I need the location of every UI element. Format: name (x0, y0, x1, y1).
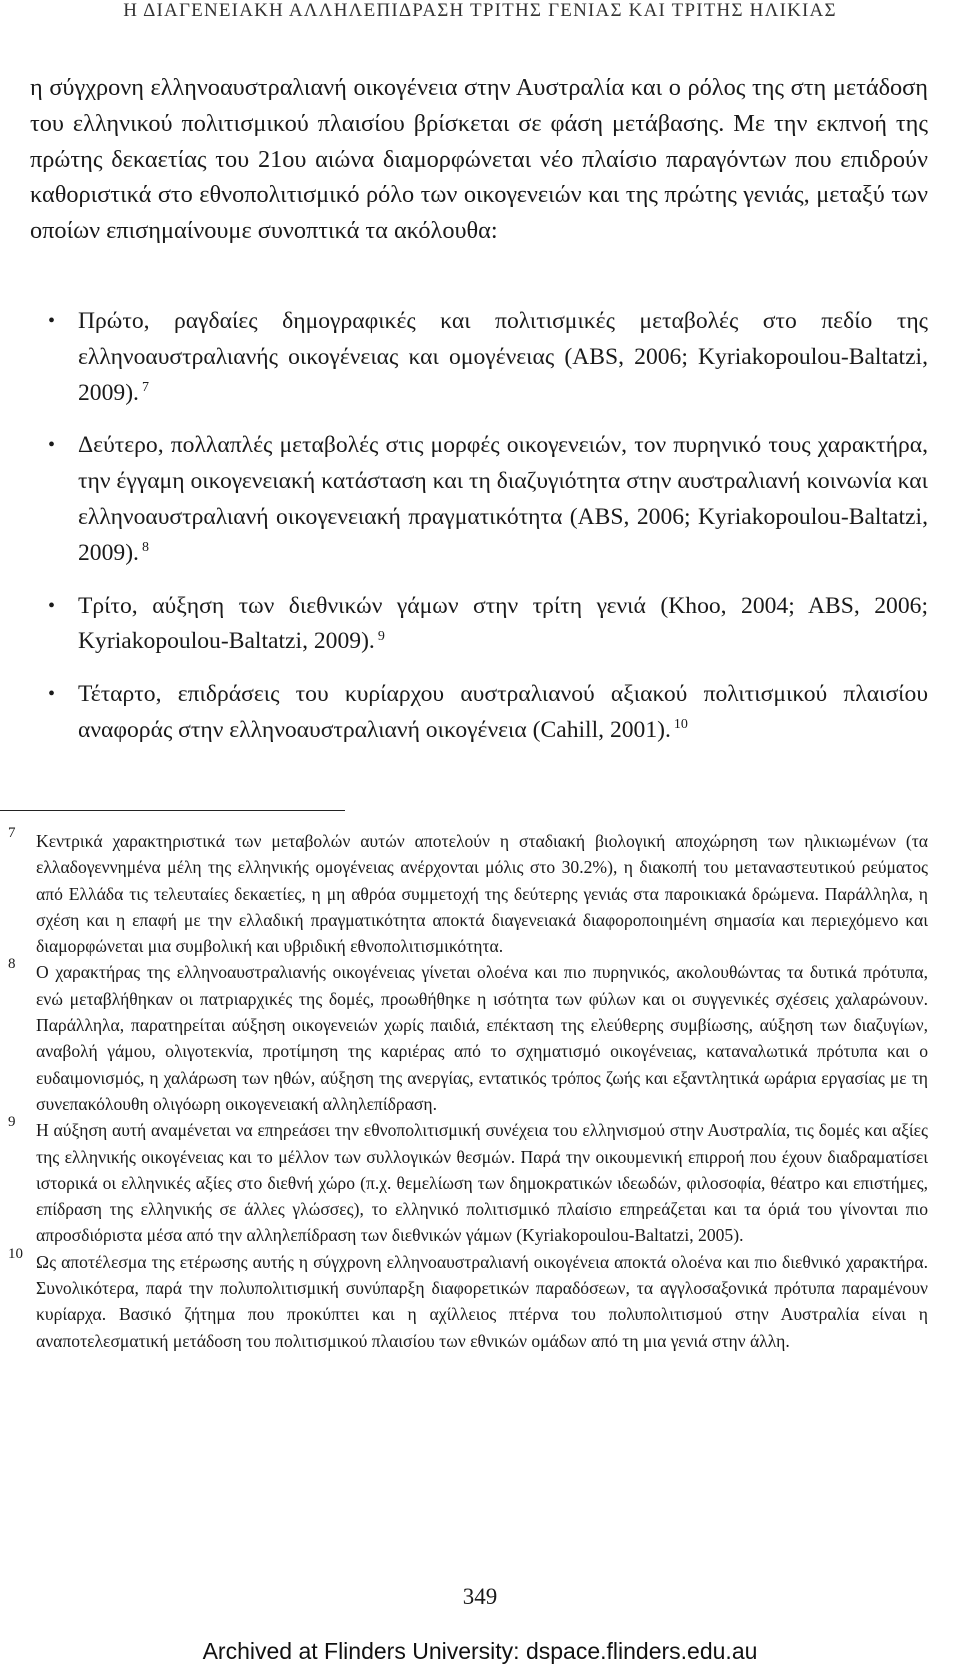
bullet-text: Δεύτερο, πολλαπλές μεταβολές στις μορφές οικογενειών, τον πυρηνικό τους χαρακτήρα, την έγγαμη οικογενειακή κατάσταση και τη διαζυγιότητα στην αυστραλιανή κοινωνία και ελληνοαυστραλιανή οικογενειακή πραγματικότητα (ABS, 2006; Kyriakopoulou-Baltatzi, 2009). (78, 432, 928, 566)
bullet-list (48, 304, 928, 749)
footnote-text: Κεντρικά χαρακτηριστικά των μεταβολών αυτών αποτελούν η σταδιακή βιολογική αποχώρηση των ηλικιωμένων (τα ελλαδογεννημένα μέλη της ελληνικής ομογένειας ανέρχονται μόλις στο 30.2%), η διακοπή του μεταναστευτικού ρεύματος από Ελλάδα τις τελευταίες δεκαετίες, η μη αθρόα συμμετοχή της δεύτερης γενιάς στα παροικιακά δρώμενα. Παράλληλα, η σχέση και η επαφή με την ελλαδική πραγματικότητα αποκτά διαγενειακά διαφοροποιημένη σημασία και περιεχόμενο και διαμορφώνεται μια συμβολική και υβριδική εθνοπολιτισμικότητα. (36, 831, 928, 957)
intro-paragraph: η σύγχρονη ελληνοαυστραλιανή οικογένεια στην Αυστραλία και ο ρόλος της στη μετάδοση του ελληνικού πολιτισμικού πλαισίου βρίσκεται σε φάση μετάβασης. Με την εκπνοή της πρώτης δεκαετίας του 21ου αιώνα διαμορφώνεται νέο πλαίσιο παραγόντων που επιδρούν καθοριστικά στο εθνοπολιτισμικό ρόλο των οικογενειών και της πρώτης γενιάς, μεταξύ των οποίων επισημαίνουμε συνοπτικά τα ακόλουθα: (30, 74, 928, 245)
footnote-ref[interactable]: 8 (141, 539, 149, 555)
footnote-number: 9 (8, 1114, 16, 1131)
footnote-number: 8 (8, 956, 16, 973)
footnote-ref[interactable]: 7 (141, 379, 149, 395)
footnote-ref[interactable]: 10 (673, 717, 688, 733)
footnote-divider (0, 810, 345, 811)
footnote-text: Ως αποτέλεσμα της ετέρωσης αυτής η σύγχρονη ελληνοαυστραλιανή οικογένεια αποκτά ολοένα και πιο διεθνικό χαρακτήρα. Συνολικότερα, παρά την πολυπολιτισμική συνύπαρξη διαφορετικών παραδόσεων, τα αγγλοσαξονικά πρότυπα παραμένουν κυρίαρχα. Βασικό ζήτημα που προκύπτει και η αχίλλειος πτέρνα του πολυπολιτισμού στην Αυστραλία είναι η αναποτελεσματική μετάδοση του πολιτισμικού πλαισίου των εθνικών ομάδων από τη μια γενιά στην άλλη. (36, 1251, 928, 1351)
footnote-number: 7 (8, 825, 16, 841)
archive-notice: Archived at Flinders University: dspace.flinders.edu.au (202, 1638, 758, 1664)
footnotes (0, 825, 960, 1354)
list-item (48, 677, 928, 749)
footnote-ref[interactable]: 9 (377, 628, 385, 644)
bullet-text: Τέταρτο, επιδράσεις του κυρίαρχου αυστραλιανού αξιακού πολιτισμικού πλαισίου αναφοράς στην ελληνοαυστραλιανή οικογένεια (Cahill, 2001). (78, 681, 928, 743)
footnote (0, 1245, 960, 1354)
footnote (0, 825, 960, 959)
footnote (0, 1114, 960, 1248)
footnote-number: 10 (8, 1245, 23, 1262)
footnote (0, 956, 960, 1117)
list-item (48, 428, 928, 571)
list-item (48, 589, 928, 661)
footnote-text: Ο χαρακτήρας της ελληνοαυστραλιανής οικογένειας γίνεται ολοένα και πιο πυρηνικός, ακολουθώντας τα δυτικά πρότυπα, ενώ μεταβλήθηκαν οι πατριαρχικές της δομές, προωθήθηκε η ισότητα των φύλων και οι συγγενικές σχέσεις χαλαρώνουν. Παράλληλα, παρατηρείται αύξηση οικογενειών χωρίς παιδιά, επέκταση της ελεύθερης συμβίωσης, αύξηση των διαζυγίων, αναβολή γάμου, ολιγοτεκνία, προτίμηση της καριέρας από το σχηματισμό οικογένειας, καταναλωτικά πρότυπα και ο ευδαιμονισμός, η χαλάρωση των ηθών, αύξηση της ανεργίας, εντατικός τρόπος ζωής και εξαντλητικά ωράρια εργασίας με τη συνεπακόλουθη ολιγόωρη οικογενειακή αλληλεπίδραση. (36, 962, 928, 1114)
page-number: 349 (462, 1584, 498, 1609)
running-header: Η ΔΙΑΓΕΝΕΙΑΚΗ ΑΛΛΗΛΕΠΙΔΡΑΣΗ ΤΡΙΤΗΣ ΓΕΝΙΑΣ ΚΑΙ ΤΡΙΤΗΣ ΗΛΙΚΙΑΣ (123, 0, 837, 21)
main-text (30, 70, 928, 249)
list-item (48, 304, 928, 411)
bullet-text: Τρίτο, αύξηση των διεθνικών γάμων στην τρίτη γενιά (Khoo, 2004; ABS, 2006; Kyriakopoulou-Baltatzi, 2009). (78, 592, 928, 655)
bullet-text: Πρώτο, ραγδαίες δημογραφικές και πολιτισμικές μεταβολές στο πεδίο της ελληνοαυστραλιανής οικογένειας και ομογένειας (ABS, 2006; Kyriakopoulou-Baltatzi, 2009). (78, 308, 928, 406)
footnote-text: Η αύξηση αυτή αναμένεται να επηρεάσει την εθνοπολιτισμική συνέχεια του ελληνισμού στην Αυστραλία, τις δομές και αξίες της ελληνικής οικογένειας και το μέλλον των συλλογικών θεσμών. Παρά την οικουμενική επιρροή που έχουν διαδραματίσει ιστορικά οι ελληνικές αξίες στο διεθνή χώρο (π.χ. θεμελίωση των δημοκρατικών ιδεωδών, φιλοσοφία, θέατρο και επιστήμες, επίδραση της ελληνικής σε άλλες γλώσσες), το ελληνικό πολιτισμικό πλαίσιο επηρεάζεται και τα όριά του γίνονται πιο απροσδιόριστα μέσα από την αλληλεπίδραση των διεθνικών γάμων (Kyriakopoulou-Baltatzi, 2005). (36, 1120, 928, 1246)
